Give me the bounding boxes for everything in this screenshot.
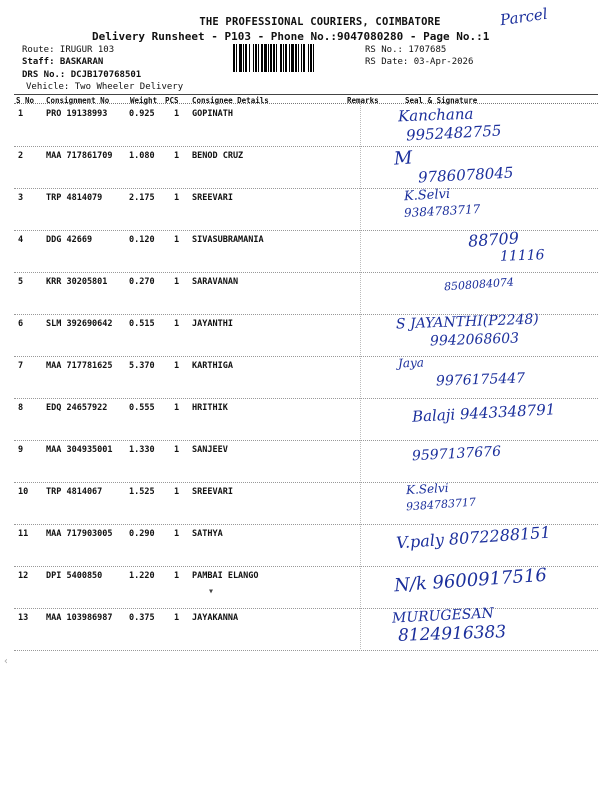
col-header-weight: Weight [130, 96, 158, 105]
consignment-number: MAA 717903005 [46, 529, 113, 539]
weight-value: 0.120 [129, 235, 155, 245]
table-row [14, 272, 598, 315]
handwritten-phone: 11116 [499, 247, 545, 265]
drs-number: DRS No.: DCJB170768501 [22, 70, 142, 80]
weight-value: 0.925 [129, 109, 155, 119]
row-sno: 5 [18, 277, 24, 287]
row-sno: 13 [18, 613, 29, 623]
remarks-cell [360, 398, 387, 439]
pcs-value: 1 [174, 277, 180, 287]
handwritten-phone: 8124916383 [397, 622, 507, 646]
remarks-cell [360, 230, 387, 271]
weight-value: 1.220 [129, 571, 155, 581]
handwritten-signature: 88709 [467, 228, 520, 251]
weight-value: 0.270 [129, 277, 155, 287]
company-name: THE PROFESSIONAL COURIERS, COIMBATORE [199, 16, 441, 28]
col-header-consignment: Consignment No [46, 96, 110, 105]
pcs-value: 1 [174, 109, 180, 119]
consignee-name: JAYAKANNA [192, 613, 239, 623]
rs-date: RS Date: 03-Apr-2026 [365, 57, 474, 67]
consignment-number: KRR 30205801 [46, 277, 108, 287]
signature-cell [384, 104, 598, 146]
remarks-cell [360, 608, 387, 649]
rs-number: RS No.: 1707685 [365, 45, 447, 55]
remarks-cell [360, 524, 387, 565]
staff-info: Staff: BASKARAN [22, 57, 104, 67]
col-header-pcs: PCS [165, 96, 179, 105]
table-row [14, 398, 598, 441]
handwritten-phone: 9384783717 [405, 495, 477, 514]
col-header-seal: Seal & Signature [405, 96, 478, 105]
handwritten-corner-note: Parcel [498, 4, 549, 30]
handwritten-phone: 9952482755 [405, 121, 502, 145]
handwritten-signature: S JAYANTHI(P2248) [395, 311, 540, 333]
pcs-value: 1 [174, 571, 180, 581]
runsheet-title: Delivery Runsheet - P103 - Phone No.:9047080280 - Page No.:1 [92, 30, 490, 43]
row-sno: 9 [18, 445, 24, 455]
table-row [14, 188, 598, 231]
consignee-name: SREEVARI [192, 487, 233, 497]
row-sno: 8 [18, 403, 24, 413]
remarks-cell [360, 188, 387, 229]
table-row [14, 230, 598, 273]
row-sno: 11 [18, 529, 29, 539]
handwritten-signature: Jaya [397, 355, 425, 371]
consignee-name: GOPINATH [192, 109, 233, 119]
table-row [14, 605, 598, 651]
weight-value: 0.555 [129, 403, 155, 413]
pcs-value: 1 [174, 403, 180, 413]
remarks-cell [360, 566, 387, 607]
consignee-name: KARTHIGA [192, 361, 233, 371]
table-row [14, 311, 598, 357]
signature-cell [384, 605, 598, 650]
remarks-cell [360, 146, 387, 187]
header-rule [14, 94, 598, 95]
barcode [233, 44, 361, 72]
weight-value: 0.515 [129, 319, 155, 329]
consignment-number: TRP 4814067 [46, 487, 103, 497]
route-info: Route: IRUGUR 103 [22, 45, 115, 55]
signature-cell [384, 356, 598, 398]
consignment-number: PRO 19138993 [46, 109, 108, 119]
row-sno: 7 [18, 361, 24, 371]
signature-cell [384, 440, 598, 482]
vehicle-info: Vehicle: Two Wheeler Delivery [26, 82, 184, 92]
remarks-cell [360, 482, 387, 523]
consignment-number: MAA 717861709 [46, 151, 113, 161]
barcode-bar [314, 44, 316, 72]
consignee-name: SANJEEV [192, 445, 228, 455]
table-row [14, 356, 598, 399]
handwritten-signature: 8508084074 [443, 275, 515, 294]
row-sno: 2 [18, 151, 24, 161]
handwritten-signature: V.paly 8072288151 [395, 522, 552, 553]
table-row [14, 104, 598, 147]
handwritten-signature: M [393, 147, 414, 170]
weight-value: 0.290 [129, 529, 155, 539]
signature-cell [384, 398, 598, 440]
consignment-number: DDG 42669 [46, 235, 93, 245]
handwritten-signature: Kanchana [397, 104, 474, 126]
row-sno: 12 [18, 571, 29, 581]
edge-mark: ‹ [3, 656, 10, 667]
consignment-number: SLM 392690642 [46, 319, 113, 329]
remarks-cell [360, 440, 387, 481]
handwritten-phone: 9384783717 [403, 202, 481, 220]
row-sno: 10 [18, 487, 29, 497]
table-row [14, 566, 598, 609]
consignee-name: HRITHIK [192, 403, 228, 413]
row-sno: 6 [18, 319, 24, 329]
consignment-number: MAA 304935001 [46, 445, 113, 455]
consignment-number: MAA 717781625 [46, 361, 113, 371]
weight-value: 1.525 [129, 487, 155, 497]
remarks-cell [360, 314, 387, 355]
consignee-name: SIVASUBRAMANIA [192, 235, 264, 245]
signature-cell [384, 272, 598, 314]
table-row [14, 440, 598, 483]
col-header-sno: S No [16, 96, 35, 105]
consignee-name: BENOD CRUZ [192, 151, 244, 161]
pcs-value: 1 [174, 193, 180, 203]
remarks-cell [360, 272, 387, 313]
table-row [14, 146, 598, 189]
consignee-name: SREEVARI [192, 193, 233, 203]
pcs-value: 1 [174, 529, 180, 539]
signature-cell [384, 188, 598, 230]
handwritten-signature: K.Selvi [403, 186, 451, 205]
weight-value: 1.330 [129, 445, 155, 455]
signature-cell [384, 230, 598, 272]
pcs-value: 1 [174, 613, 180, 623]
remarks-cell [360, 104, 387, 145]
signature-cell [384, 524, 598, 566]
signature-cell [384, 311, 598, 356]
col-header-consignee: Consignee Details [192, 96, 269, 105]
row-sno: 3 [18, 193, 24, 203]
handwritten-signature: K.Selvi [405, 480, 449, 498]
consignee-name: PAMBAI ELANGO [192, 571, 259, 581]
consignee-name: SARAVANAN [192, 277, 239, 287]
pcs-value: 1 [174, 361, 180, 371]
pcs-value: 1 [174, 445, 180, 455]
handwritten-signature: MURUGESAN [391, 605, 495, 627]
handwritten-signature: 9597137676 [411, 443, 502, 465]
table-row [14, 482, 598, 525]
weight-value: 0.375 [129, 613, 155, 623]
table-row [14, 524, 598, 567]
row-sno: 1 [18, 109, 24, 119]
consignment-number: DPI 5400850 [46, 571, 103, 581]
row-sno: 4 [18, 235, 24, 245]
remarks-cell [360, 356, 387, 397]
handwritten-phone: 9786078045 [417, 163, 514, 187]
pcs-value: 1 [174, 487, 180, 497]
pen-mark: ▾ [208, 586, 215, 597]
weight-value: 5.370 [129, 361, 155, 371]
pcs-value: 1 [174, 319, 180, 329]
signature-cell [384, 146, 598, 188]
handwritten-phone: 9976175447 [435, 370, 526, 390]
handwritten-signature: N/k 9600917516 [393, 564, 548, 597]
consignment-number: EDQ 24657922 [46, 403, 108, 413]
consignee-name: SATHYA [192, 529, 223, 539]
col-header-remarks: Remarks [347, 96, 379, 105]
consignment-number: TRP 4814079 [46, 193, 103, 203]
handwritten-signature: Balaji 9443348791 [411, 400, 556, 426]
signature-cell [384, 566, 598, 608]
signature-cell [384, 482, 598, 524]
handwritten-phone: 9942068603 [429, 330, 520, 350]
consignment-number: MAA 103986987 [46, 613, 113, 623]
weight-value: 2.175 [129, 193, 155, 203]
pcs-value: 1 [174, 235, 180, 245]
consignee-name: JAYANTHI [192, 319, 233, 329]
pcs-value: 1 [174, 151, 180, 161]
weight-value: 1.080 [129, 151, 155, 161]
